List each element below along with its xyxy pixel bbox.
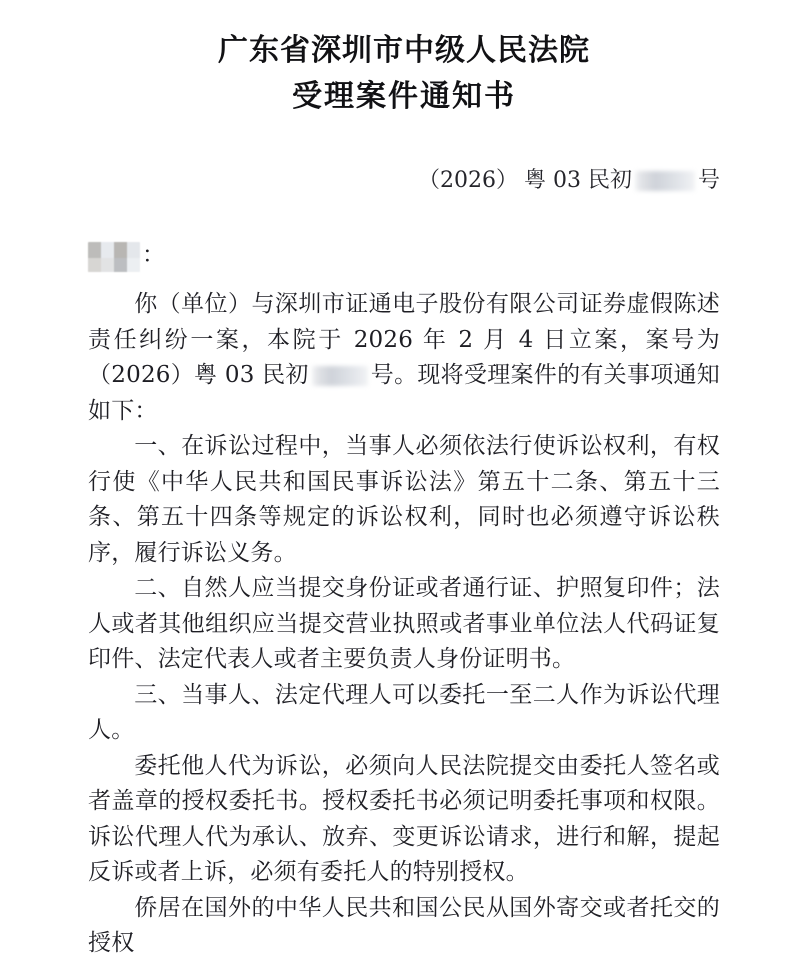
document-body bbox=[0, 287, 808, 962]
addressee-colon: ： bbox=[142, 242, 165, 268]
case-number-row bbox=[0, 164, 808, 198]
paragraph-item-3 bbox=[88, 678, 720, 749]
addressee-row bbox=[0, 238, 808, 271]
paragraph-intro-text-a: 你（单位）与深圳市证通电子股份有限公司证券虚假陈述责任纠纷一案，本院于 2026 年 2 月 4 日立案，案号为（2026）粤 03 民初 bbox=[88, 291, 720, 388]
paragraph-item-3-continued bbox=[88, 749, 720, 891]
case-number-redaction bbox=[635, 171, 695, 191]
paragraph-intro bbox=[88, 287, 720, 429]
paragraph-item-1 bbox=[88, 429, 720, 571]
paragraph-item-2 bbox=[88, 571, 720, 678]
paragraph-item-3-continued-text: 委托他人代为诉讼，必须向人民法院提交由委托人签名或者盖章的授权委托书。授权委托书必须记明委托事项和权限。诉讼代理人代为承认、放弃、变更诉讼请求，进行和解，提起反诉或者上诉，必须有委托人的特别授权。 bbox=[88, 752, 720, 885]
page-title-line-1: 广东省深圳市中级人民法院 bbox=[218, 33, 590, 68]
page-title-line-2: 受理案件通知书 bbox=[292, 79, 516, 114]
case-number-suffix: 号 bbox=[697, 168, 720, 193]
addressee-name-redaction bbox=[88, 242, 140, 272]
case-number-year: （2026） bbox=[418, 168, 518, 193]
paragraph-intro-redaction bbox=[312, 366, 368, 386]
paragraph-item-3-continued-2 bbox=[88, 891, 720, 962]
paragraph-intro-text-b: 号。现将受理案件的有关事项通知如下： bbox=[88, 362, 721, 424]
paragraph-item-3-text: 三、当事人、法定代理人可以委托一至二人作为诉讼代理人。 bbox=[88, 681, 720, 743]
case-number-court-code: 粤 03 民初 bbox=[524, 168, 632, 193]
document-title-block bbox=[0, 0, 808, 120]
paragraph-item-2-text: 二、自然人应当提交身份证或者通行证、护照复印件；法人或者其他组织应当提交营业执照或者事业单位法人代码证复印件、法定代表人或者主要负责人身份证明书。 bbox=[88, 575, 720, 672]
paragraph-item-3-continued-2-text: 侨居在国外的中华人民共和国公民从国外寄交或者托交的授权 bbox=[88, 894, 720, 956]
paragraph-item-1-text: 一、在诉讼过程中，当事人必须依法行使诉讼权利，有权行使《中华人民共和国民事诉讼法》第五十二条、第五十三条、第五十四条等规定的诉讼权利，同时也必须遵守诉讼秩序，履行诉讼义务。 bbox=[88, 433, 720, 566]
